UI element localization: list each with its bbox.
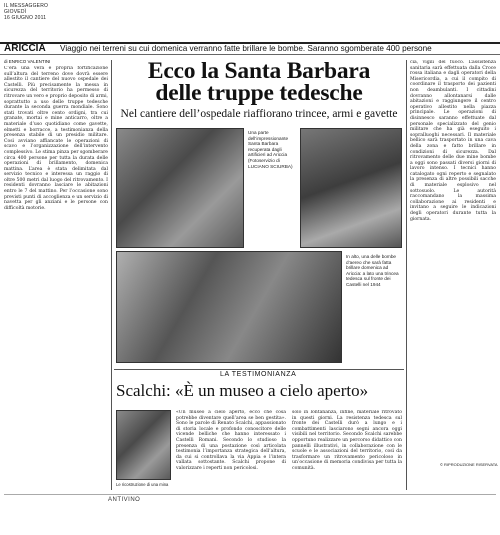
article-byline: di ENRICO VALENTINI: [4, 59, 51, 64]
article-column-1: C’era una vera e propria fortificazione sull’altura del terreno dove dovrà essere allestito il cantiere del nuovo ospedale dei Castelli. Più precisamente la messa in sicurezza del territorio ha permesso di ritrovare un vero e proprio deposito di armi, soprattutto a uso delle truppe tedesche durante la seconda guerra mondiale. Sono stati trovati oltre cento ordigni, tra cui granate, mortai e mine anticarro, oltre a materiale d’uso quotidiano come gavette, elmetti e borracce, a testimonianza della presenza stabile di un presidio militare. Così avviano affiancate le operazioni di scavo e l’organizzazione dell’intervento complessivo. Le stima pinza per sgomberare circa 400 persone per tutta la durata delle operazioni di brillamento, domenica mattina. L’area è stata delimitata dal servizio tecnico e interessa un raggio di oltre 500 metri dal luogo del ritrovamento. I residenti dovranno lasciare le abitazioni entro le 7 del mattino. Per l’occasione sono previsti punti di accoglienza e un servizio di navetta per gli anziani e le persone con difficoltà motorie.: [4, 66, 108, 211]
article-subheadline: Nel cantiere dell’ospedale riaffiorano trincee, armi e gavette: [120, 108, 398, 120]
photo-aerial-bomb: [300, 128, 402, 248]
testimonial-rule: [114, 369, 404, 370]
headline-line-1: Ecco la Santa Barbara: [147, 58, 371, 84]
article-column-3: cia, vigili del fuoco. L’assistenza sanitaria sarà effettuata dalla Croce rossa italiana e dagli operatori della Misericordia, a cui il compito di coordinare il trasporto dei pazienti non deambulanti. I cittadini dovranno allontanarsi dalle abitazioni e raggiungere il centro operativo allestito nella piazza principale. Le operazioni di disinnesco saranno effettuate dal personale specializzato del genio militare che ha già eseguito i sopralluoghi necessari. Il materiale bellico sarà trasportato in una cava della zona e fatto brillare in condizioni di sicurezza. Dal ritrovamento delle due mine bombe a oggi sono passati diversi giorni di lavoro intenso. I tecnici hanno catalogato ogni reperto e segnalato la presenza di altre possibili sacche di materiale esplosivo nel sottosuolo. Le autorità raccomandano la massima collaborazione ai residenti e invitano a seguire le indicazioni degli operatori durante tutta la giornata.: [410, 60, 496, 222]
issue-date: 16 GIUGNO 2011: [4, 15, 47, 21]
testimonial-photo-caption: Le ricostruzione di una mina: [116, 482, 169, 487]
copyright-note: © RIPRODUZIONE RISERVATA: [440, 462, 498, 467]
photo-caption-2: In alto, una delle bombe d’aereo che sarà fatta brillare domenica ad Ariccia: a lato una trincea tedesca sul fronte dei Castelli nel 1944: [346, 254, 399, 287]
publication-name: IL MESSAGGERO: [4, 3, 49, 9]
article-headline: [114, 60, 404, 104]
headline-line-2: delle truppe tedesche: [155, 80, 363, 106]
testimonial-column-1: «Un museo a cielo aperto, ecco che cosa potrebbe diventare quell’area se ben gestita». Sono le parole di Renato Scalchi, appassionato di storia locale e profondo conoscitore delle vicende belliche che hanno interessato i Castelli Romani. Secondo lo studioso la presenza di una postazione così articolata testimonia l’importanza strategica dell’altura, da cui si controllava la via Appia e l’intera vallata sottostante. Scalchi propone di valorizzare i reperti non pericolosi.: [176, 410, 286, 471]
column-divider-right: [406, 60, 407, 490]
testimonial-headline: Scalchi: «È un museo a cielo aperto»: [116, 381, 369, 400]
weekday: GIOVEDÌ: [4, 9, 27, 15]
photo-caption-1: Una parte dell’impressionante Santa Barbara recuperata dagli artificieri ad Ariccia (Fotoservizio di LUCIANO SCIURBA): [248, 130, 293, 169]
photo-santa-barbara: [116, 128, 244, 248]
photo-mine: [116, 410, 171, 480]
testimonial-label: LA TESTIMONIANZA: [220, 371, 297, 378]
section-name: ARICCIA: [4, 43, 46, 54]
column-divider: [111, 60, 112, 490]
section-kicker: Viaggio nei terreni su cui domenica verranno fatte brillare le bombe. Saranno sgomberate 400 persone: [60, 44, 432, 53]
photo-trench: [116, 251, 342, 363]
footer-rule: [4, 494, 496, 495]
testimonial-column-2: solo in lontananza, infine, materiale ritrovato in questi giorni. La resistenza tedesca sul fronte dei Castelli durò a lungo e i combattimenti lasciarono segni ancora oggi visibili nel territorio. Secondo Scalchi sarebbe opportuno realizzare un percorso didattico con pannelli illustrativi, in collaborazione con le scuole e le associazioni del territorio, così da trasformare un ritrovamento pericoloso in un’occasione di memoria condivisa per tutta la comunità.: [292, 410, 402, 471]
footer-label: ANTIVINO: [108, 497, 141, 503]
